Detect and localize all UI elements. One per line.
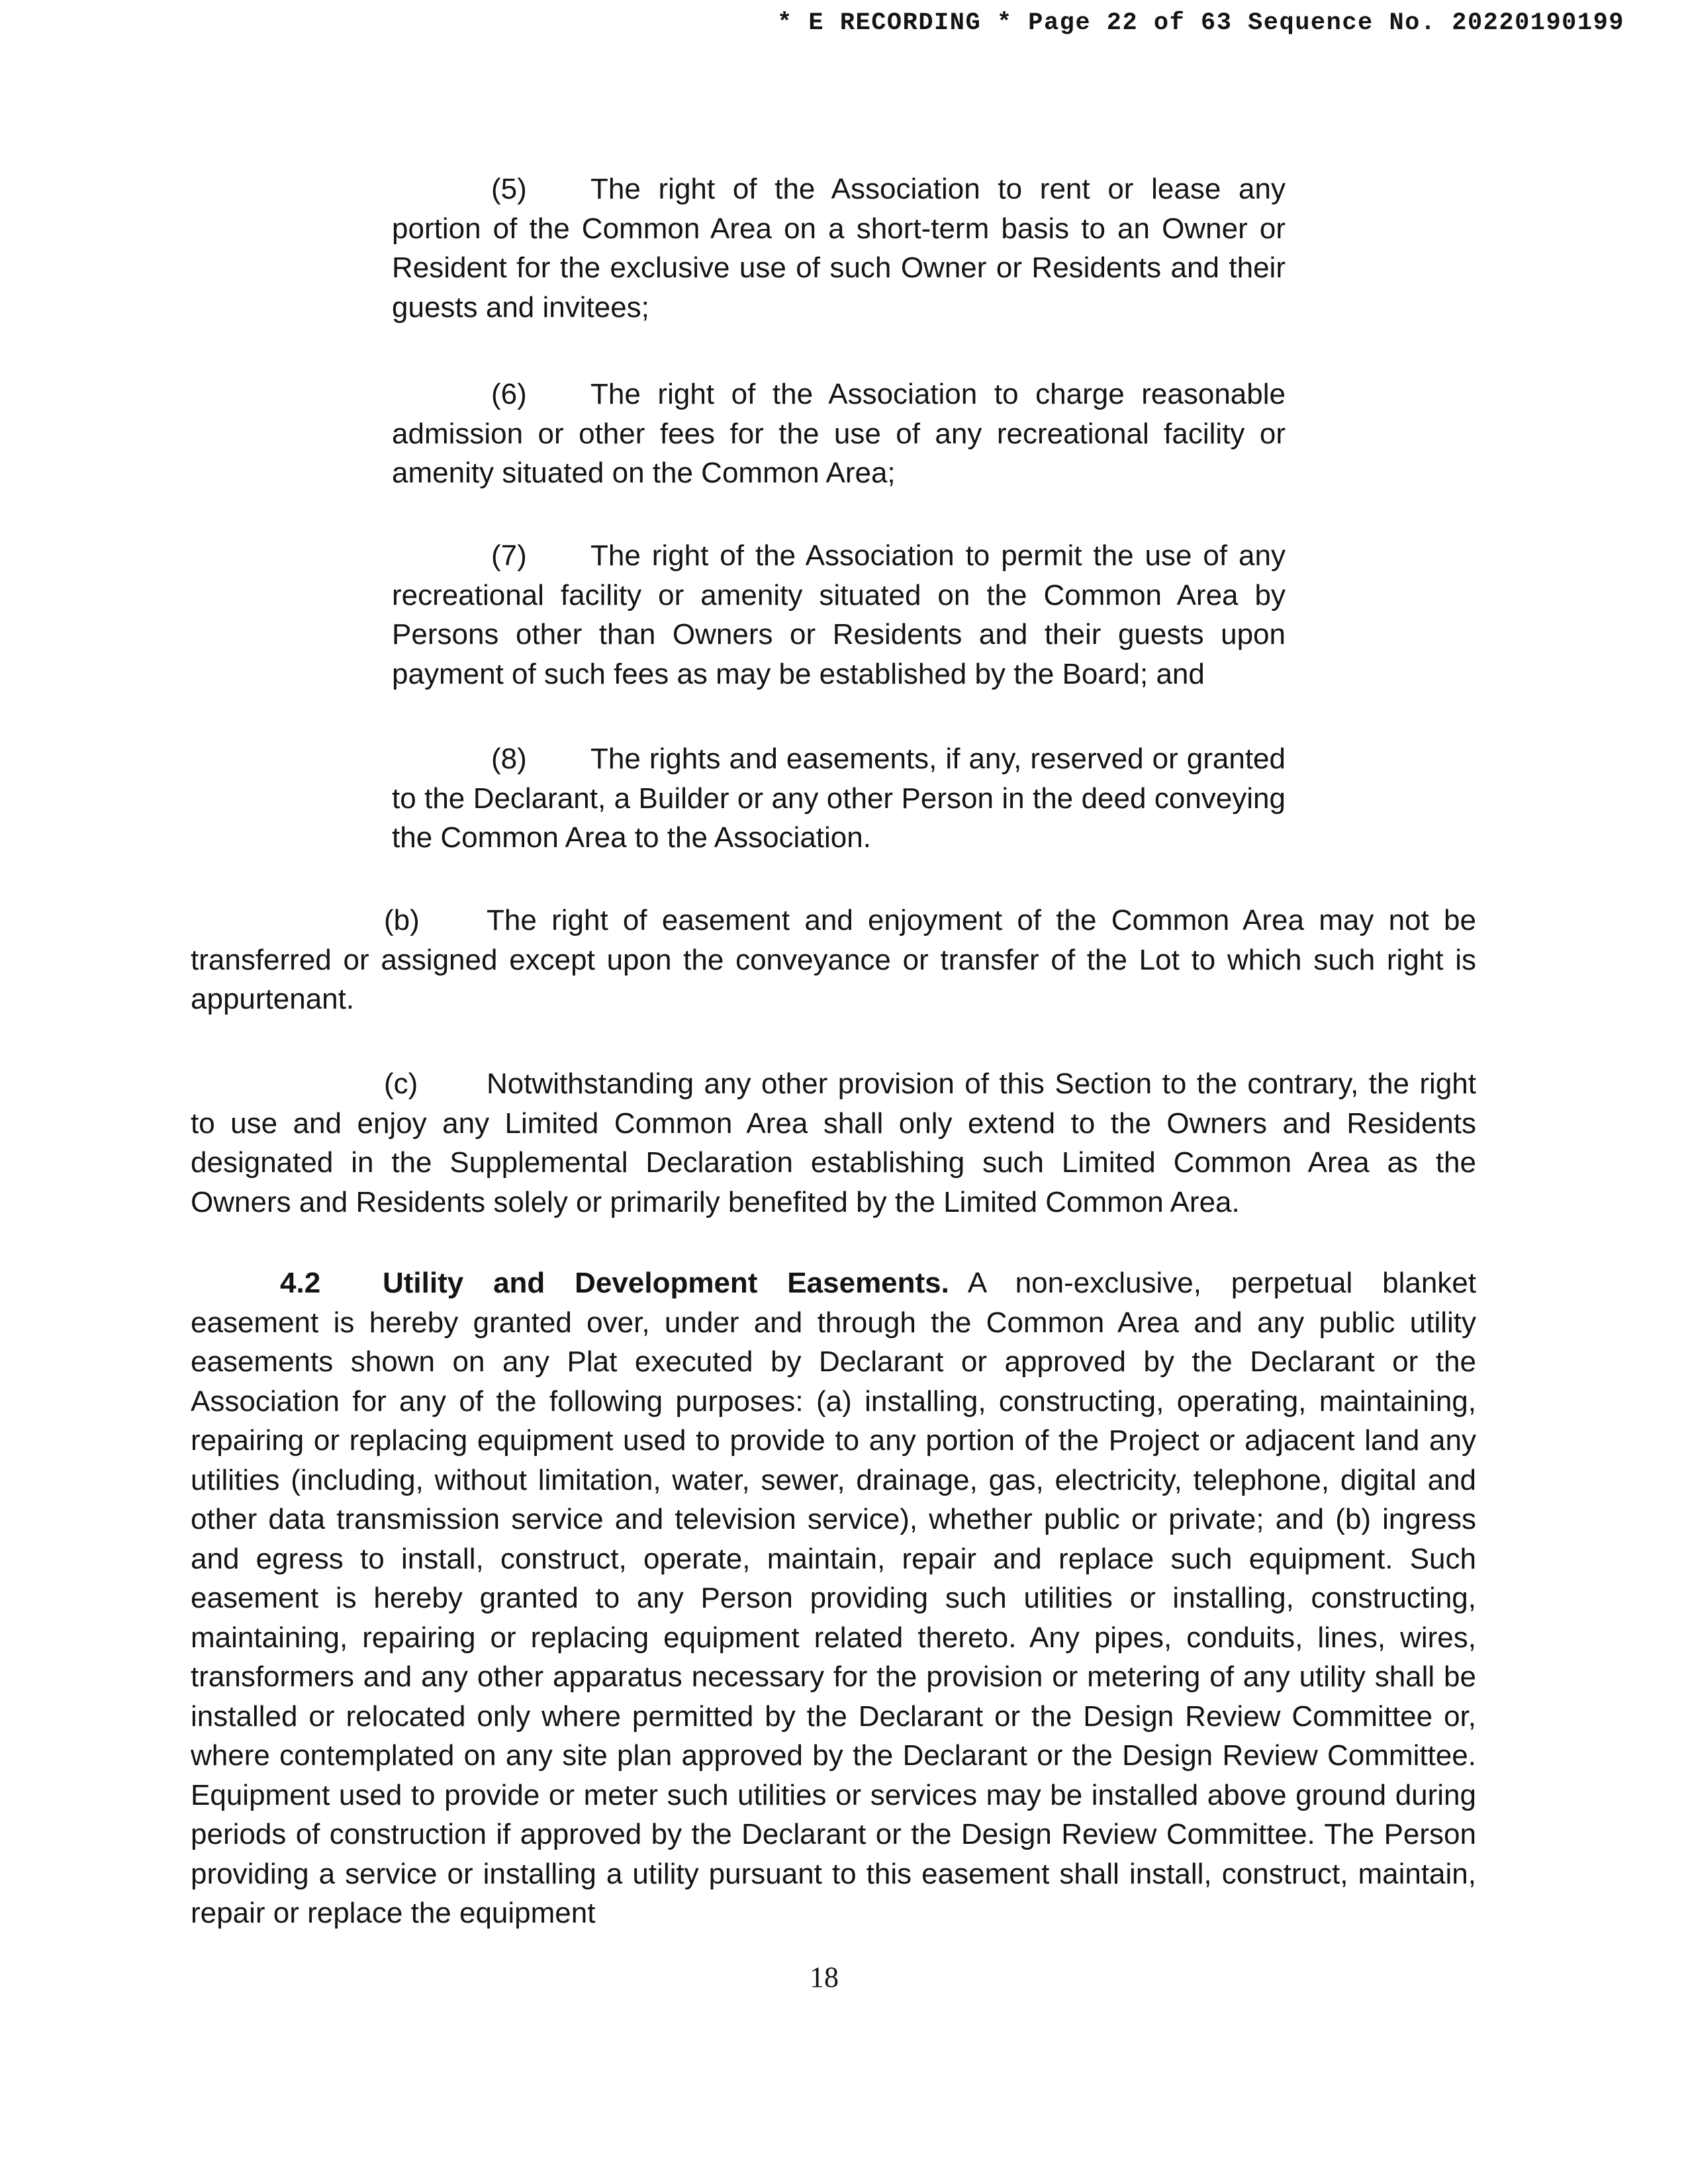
clause-c [191,1064,1476,1222]
clause-text: The right of easement and enjoyment of the Common Area may not be transferred or assigned except upon the conveyance or transfer of the Lot to which such right is appurtenant. [191,904,1476,1015]
clause-7 [392,536,1286,694]
clause-number: (7) [491,539,527,572]
clause-5 [392,169,1286,327]
clause-text: The rights and easements, if any, reserved or granted to the Declarant, a Builder or any other Person in the deed conveying the Common Area to the Association. [392,743,1286,854]
clause-number: (6) [491,378,527,410]
clause-8 [392,739,1286,858]
clause-b [191,901,1476,1019]
clause-text: The right of the Association to permit the use of any recreational facility or amenity situated on the Common Area by Persons other than Owners or Residents and their guests upon payment of such fees as may be established by the Board; and [392,539,1286,690]
section-number: 4.2 [280,1267,321,1299]
clause-text: The right of the Association to rent or lease any portion of the Common Area on a short-term basis to an Owner or Resident for the exclusive use of such Owner or Residents and their guests and invitees; [392,173,1286,324]
section-title: Utility and Development Easements. [383,1267,949,1299]
recording-header: * E RECORDING * Page 22 of 63 Sequence No. 20220190199 [777,9,1624,37]
page-number: 18 [810,1961,839,1993]
clause-6 [392,375,1286,493]
clause-text: The right of the Association to charge reasonable admission or other fees for the use of any recreational facility or amenity situated on the Common Area; [392,378,1286,489]
clause-number: (b) [384,904,420,936]
clause-number: (8) [491,743,527,775]
clause-number: (c) [384,1068,418,1100]
clause-text: Notwithstanding any other provision of this Section to the contrary, the right to use and enjoy any Limited Common Area shall only extend to the Owners and Residents designated in the Supplemental Declaration establishing such Limited Common Area as the Owners and Residents solely or primarily benefited by the Limited Common Area. [191,1068,1476,1218]
clause-number: (5) [491,173,527,205]
section-text: A non-exclusive, perpetual blanket easement is hereby granted over, under and through the Common Area and any public utility easements shown on any Plat executed by Declarant or approved by the Declarant or the Association for any of the following purposes: (a) installing, constructing, operating, maintaining, repairing or replacing equipment used to provide to any portion of the Project or adjacent land any utilities (including, without limitation, water, sewer, drainage, gas, electricity, telephone, digital and other data transmission service and television service), whether public or private; and (b) ingress and egress to install, construct, operate, maintain, repair and replace such equipment. Such easement is hereby granted to any Person providing such utilities or installing, constructing, maintaining, repairing or replacing equipment related thereto. Any pipes, conduits, lines, wires, transformers and any other apparatus necessary for the provision or metering of any utility shall be installed or relocated only where permitted by the Declarant or the Design Review Committee or, where contemplated on any site plan approved by the Declarant or the Design Review Committee. Equipment used to provide or meter such utilities or services may be installed above ground during periods of construction if approved by the Declarant or the Design Review Committee. The Person providing a service or installing a utility pursuant to this easement shall install, construct, maintain, repair or replace the equipment [191,1267,1476,1929]
section-4-2 [191,1263,1476,1933]
